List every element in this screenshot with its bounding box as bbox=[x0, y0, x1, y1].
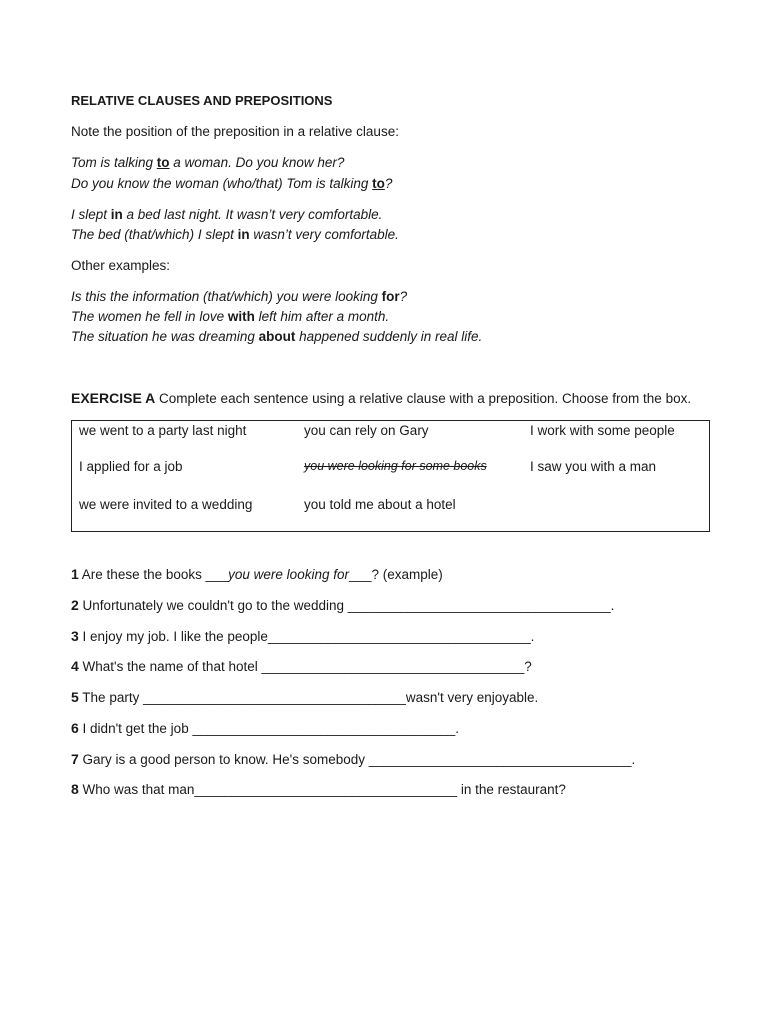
box-item: I applied for a job bbox=[79, 459, 183, 474]
question-text: Gary is a good person to know. He's somebody ___________________________________. bbox=[78, 752, 636, 767]
page-title: RELATIVE CLAUSES AND PREPOSITIONS bbox=[71, 93, 333, 108]
question-number: 7 bbox=[71, 751, 79, 767]
question-number: 1 bbox=[71, 566, 79, 582]
box-item: you can rely on Gary bbox=[304, 423, 429, 438]
question-number: 5 bbox=[71, 689, 79, 705]
example-text: Do you know the woman (who/that) Tom is talking bbox=[71, 176, 373, 191]
exercise-label: EXERCISE A bbox=[71, 390, 156, 406]
question-text: Who was that man___________________________________ in the restaurant? bbox=[78, 782, 566, 797]
other-examples-label: Other examples: bbox=[71, 258, 171, 273]
preposition: to bbox=[372, 176, 385, 191]
example-line-3 bbox=[71, 207, 382, 222]
question-text: The party ___________________________________wasn't very enjoyable. bbox=[78, 690, 539, 705]
example-answer: you were looking for bbox=[228, 567, 349, 582]
word-box bbox=[71, 420, 710, 532]
box-item: I work with some people bbox=[530, 423, 675, 438]
question-text: I enjoy my job. I like the people___________________________________. bbox=[78, 629, 535, 644]
example-text: wasn’t very comfortable. bbox=[249, 227, 399, 242]
other-example-2 bbox=[71, 309, 389, 324]
question-text: What's the name of that hotel ___________________________________? bbox=[78, 659, 532, 674]
example-text: Is this the information (that/which) you were looking bbox=[71, 289, 382, 304]
question-text: Are these the books ___ bbox=[78, 567, 229, 582]
example-line-1 bbox=[71, 155, 344, 170]
question-2 bbox=[71, 597, 614, 613]
intro-text: Note the position of the preposition in a relative clause: bbox=[71, 124, 399, 139]
box-item: we went to a party last night bbox=[79, 423, 247, 438]
preposition: about bbox=[258, 329, 296, 344]
example-text: ? bbox=[399, 289, 408, 304]
question-number: 8 bbox=[71, 781, 79, 797]
preposition: in bbox=[237, 227, 250, 242]
example-text: I slept bbox=[71, 207, 111, 222]
example-text: ? bbox=[384, 176, 393, 191]
example-text: left him after a month. bbox=[254, 309, 390, 324]
preposition: with bbox=[227, 309, 255, 324]
preposition: to bbox=[156, 155, 170, 170]
question-text: ___? (example) bbox=[348, 567, 443, 582]
question-1 bbox=[71, 566, 443, 582]
example-text: The women he fell in love bbox=[71, 309, 228, 324]
other-example-3 bbox=[71, 329, 482, 344]
question-text: Unfortunately we couldn't go to the wedding ___________________________________. bbox=[78, 598, 615, 613]
question-text: I didn't get the job ___________________________________. bbox=[78, 721, 459, 736]
box-item-crossed-out: you were looking for some books bbox=[304, 459, 487, 473]
question-number: 3 bbox=[71, 628, 79, 644]
question-6 bbox=[71, 720, 459, 736]
question-number: 2 bbox=[71, 597, 79, 613]
other-example-1 bbox=[71, 289, 407, 304]
question-7 bbox=[71, 751, 635, 767]
example-text: The bed (that/which) I slept bbox=[71, 227, 238, 242]
preposition: for bbox=[381, 289, 400, 304]
question-number: 6 bbox=[71, 720, 79, 736]
example-text: happened suddenly in real life. bbox=[295, 329, 483, 344]
question-3 bbox=[71, 628, 534, 644]
box-item: we were invited to a wedding bbox=[79, 497, 253, 512]
example-text: The situation he was dreaming bbox=[71, 329, 259, 344]
example-text: a bed last night. It wasn’t very comfortable. bbox=[122, 207, 383, 222]
question-5 bbox=[71, 689, 538, 705]
example-line-2 bbox=[71, 176, 392, 191]
exercise-heading bbox=[71, 390, 691, 406]
question-4 bbox=[71, 658, 532, 674]
example-text: Tom is talking bbox=[71, 155, 157, 170]
example-text: a woman. Do you know her? bbox=[169, 155, 345, 170]
box-item: you told me about a hotel bbox=[304, 497, 456, 512]
preposition: in bbox=[110, 207, 123, 222]
box-item: I saw you with a man bbox=[530, 459, 657, 474]
exercise-instruction: Complete each sentence using a relative clause with a preposition. Choose from the box. bbox=[155, 391, 692, 406]
question-number: 4 bbox=[71, 658, 79, 674]
example-line-4 bbox=[71, 227, 399, 242]
question-8 bbox=[71, 781, 566, 797]
